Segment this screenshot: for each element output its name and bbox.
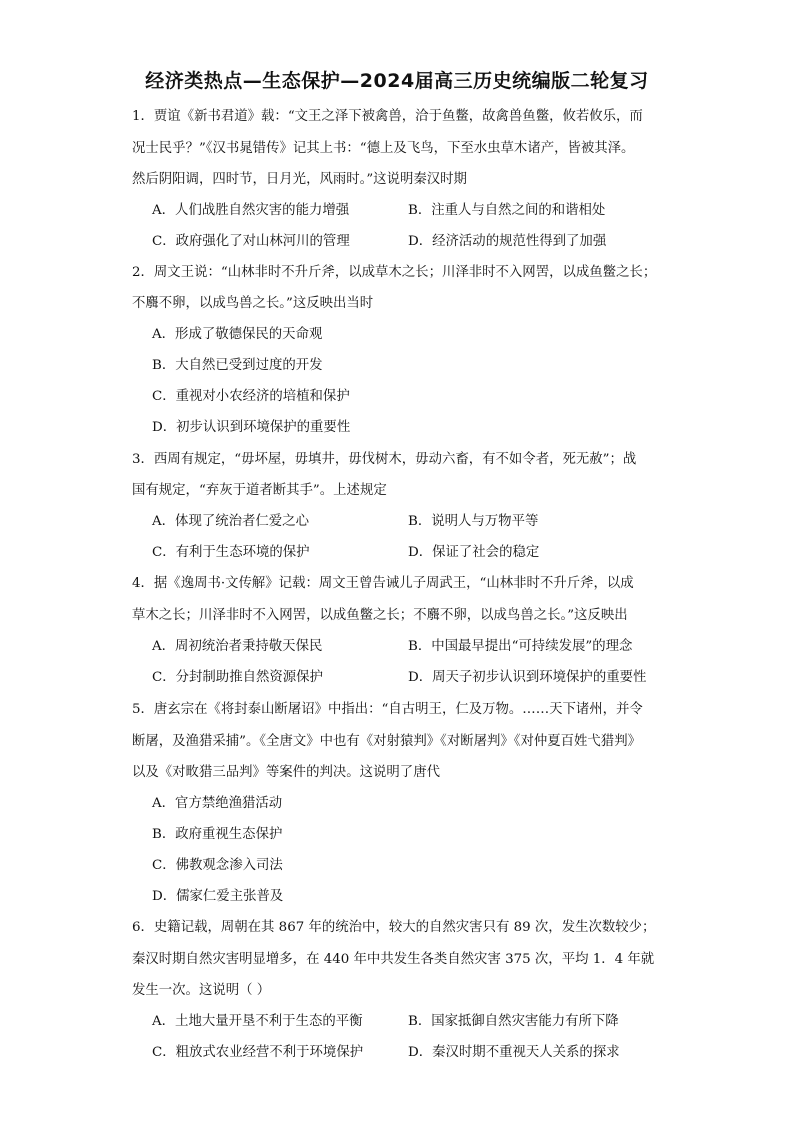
question-6-option-c: C．粗放式农业经营不利于环境保护 <box>152 1045 364 1060</box>
question-1-option-c: C．政府强化了对山林河川的管理 <box>152 234 350 249</box>
question-3-option-a: A．体现了统治者仁爱之心 <box>152 514 309 529</box>
question-3-option-b: B．说明人与万物平等 <box>408 514 539 529</box>
question-5-option-b: B．政府重视生态保护 <box>152 827 283 842</box>
page-title: 经济类热点—生态保护—2024届高三历史统编版二轮复习 <box>145 70 649 92</box>
question-2-line-2: 不麛不卵，以成鸟兽之长。”这反映出当时 <box>132 296 374 311</box>
question-6-line-1: 6．史籍记载，周朝在其 867 年的统治中，较大的自然灾害只有 89 次，发生次数较少； <box>132 920 656 935</box>
question-1-option-a: A．人们战胜自然灾害的能力增强 <box>152 203 350 218</box>
question-2-option-d: D．初步认识到环境保护的重要性 <box>152 420 351 435</box>
question-4-line-2: 草木之长；川泽非时不入网罟，以成鱼鳖之长；不麛不卵，以成鸟兽之长。”这反映出 <box>132 608 628 623</box>
question-6-line-2: 秦汉时期自然灾害明显增多，在 440 年中共发生各类自然灾害 375 次，平均 1．4 年就 <box>132 952 655 967</box>
question-5-line-1: 5．唐玄宗在《将封泰山断屠诏》中指出：“自古明王，仁及万物。……天下诸州，并令 <box>132 702 643 717</box>
question-1-option-d: D．经济活动的规范性得到了加强 <box>408 234 607 249</box>
question-2-option-c: C．重视对小农经济的培植和保护 <box>152 389 350 404</box>
question-2-option-a: A．形成了敬德保民的天命观 <box>152 327 323 342</box>
question-6-option-d: D．秦汉时期不重视天人关系的探求 <box>408 1045 620 1060</box>
question-5-line-2: 断屠，及渔猎采捕”。《全唐文》中也有《对射猿判》《对断屠判》《对仲夏百姓弋猎判》 <box>132 734 641 749</box>
question-6-option-b: B．国家抵御自然灾害能力有所下降 <box>408 1014 619 1029</box>
question-5-option-a: A．官方禁绝渔猎活动 <box>152 796 283 811</box>
question-3-line-1: 3．西周有规定，“毋坏屋，毋填井，毋伐树木，毋动六畜，有不如令者，死无赦”；战 <box>132 452 637 467</box>
question-1-line-3: 然后阴阳调，四时节，日月光，风雨时。”这说明秦汉时期 <box>132 172 467 187</box>
question-4-option-d: D．周天子初步认识到环境保护的重要性 <box>408 670 647 685</box>
question-6-line-3: 发生一次。这说明（ ） <box>132 983 271 998</box>
question-5-option-d: D．儒家仁爱主张普及 <box>152 889 284 904</box>
question-2-option-b: B．大自然已受到过度的开发 <box>152 358 323 373</box>
question-4-option-b: B．中国最早提出“可持续发展”的理念 <box>408 639 633 654</box>
question-6-option-a: A．土地大量开垦不利于生态的平衡 <box>152 1014 363 1029</box>
question-4-option-a: A．周初统治者秉持敬天保民 <box>152 639 323 654</box>
question-1-line-1: 1．贾谊《新书君道》载：“文王之泽下被禽兽，洽于鱼鳖，故禽兽鱼鳖，攸若攸乐，而 <box>132 109 643 124</box>
question-3-line-2: 国有规定，“弃灰于道者断其手”。上述规定 <box>132 483 387 498</box>
question-5-line-3: 以及《对畋猎三品判》等案件的判决。这说明了唐代 <box>132 765 440 780</box>
question-4-option-c: C．分封制助推自然资源保护 <box>152 670 323 685</box>
question-1-option-b: B．注重人与自然之间的和谐相处 <box>408 203 606 218</box>
question-4-line-1: 4．据《逸周书·文传解》记载：周文王曾告诫儿子周武王，“山林非时不升斤斧，以成 <box>132 576 634 591</box>
question-3-option-d: D．保证了社会的稳定 <box>408 545 540 560</box>
question-3-option-c: C．有利于生态环境的保护 <box>152 545 310 560</box>
question-2-line-1: 2．周文王说：“山林非时不升斤斧，以成草木之长；川泽非时不入网罟，以成鱼鳖之长； <box>132 265 657 280</box>
question-5-option-c: C．佛教观念渗入司法 <box>152 858 283 873</box>
question-1-line-2: 况士民乎？”《汉书晁错传》记其上书：“德上及飞鸟，下至水虫草木诸产，皆被其泽。 <box>132 141 635 156</box>
